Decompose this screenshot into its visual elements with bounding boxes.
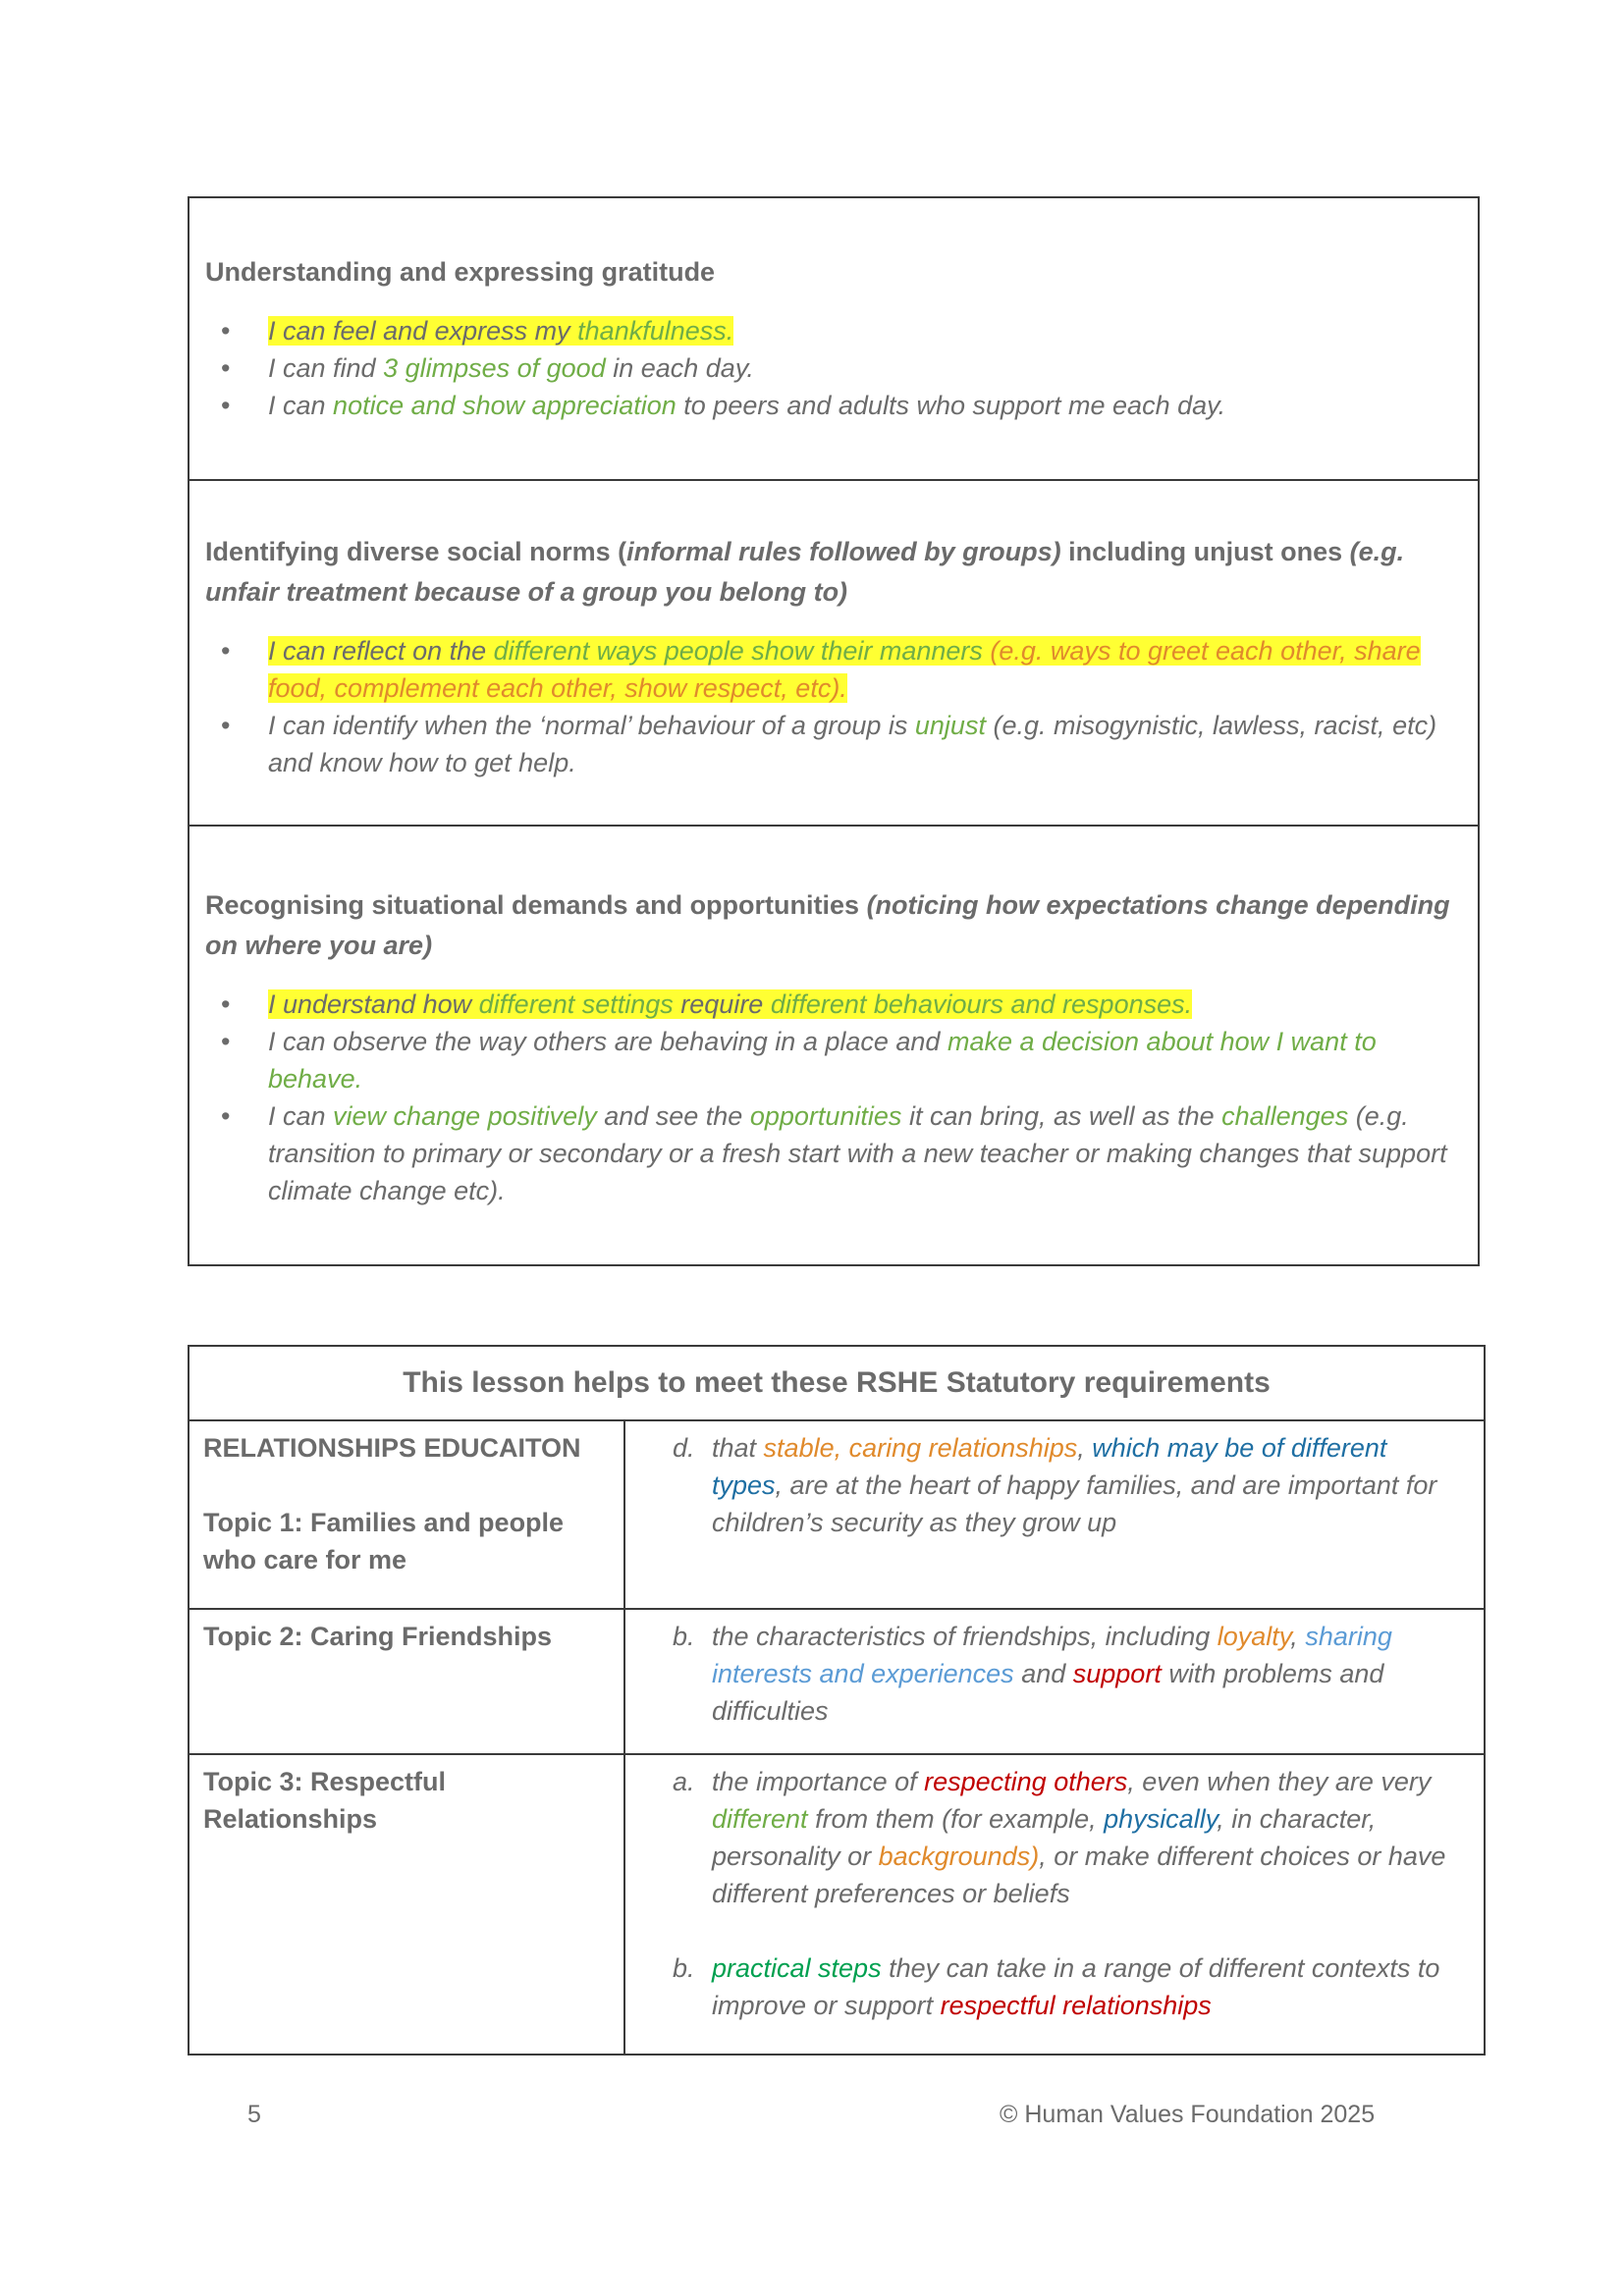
bullet-list [205, 312, 1462, 424]
topic-cell: Topic 2: Caring Friendships [189, 1609, 624, 1754]
table-title: This lesson helps to meet these RSHE Statutory requirements [189, 1346, 1485, 1420]
list-item: • I can view change positively and see the opportunities it can bring, as well as the challenges (e.g. transition to primary or secondary or a fresh start with a new teacher or making changes that support climate change etc). [221, 1101, 1447, 1205]
requirement-item: b. practical steps they can take in a range of different contexts to improve or support respectful relationships [673, 1953, 1440, 2020]
bullet-list [205, 986, 1462, 1209]
requirement-cell [624, 1609, 1485, 1754]
section-heading: Understanding and expressing gratitude [205, 257, 716, 287]
list-item: • I can identify when the ‘normal’ behaviour of a group is unjust (e.g. misogynistic, lawless, racist, etc) and know how to get help. [221, 711, 1437, 777]
table-row [189, 1754, 1485, 2055]
section-gratitude [189, 198, 1478, 481]
list-item: • I can notice and show appreciation to peers and adults who support me each day. [221, 391, 1226, 420]
requirement-item: b. the characteristics of friendships, including loyalty, sharing interests and experiences and support with problems and difficulties [673, 1622, 1392, 1726]
requirement-item: a. the importance of respecting others, even when they are very different from them (for example, physically, in character, personality or backgrounds), or make different choices or have different preferences or beliefs [673, 1767, 1446, 1908]
list-item: • I can observe the way others are behaving in a place and make a decision about how I want to behave. [221, 1027, 1377, 1094]
topic-cell: RELATIONSHIPS EDUCAITON Topic 1: Families and people who care for me [189, 1420, 624, 1609]
topic-cell: Topic 3: Respectful Relationships [189, 1754, 624, 2055]
page-number: 5 [247, 2101, 261, 2128]
list-item: • I understand how different settings require different behaviours and responses. [221, 989, 1193, 1019]
copyright-text: © Human Values Foundation 2025 [1000, 2101, 1376, 2128]
section-heading: Recognising situational demands and opportunities (noticing how expectations change depending on where you are) [205, 890, 1450, 960]
requirement-cell [624, 1754, 1485, 2055]
learning-outcomes-box [188, 196, 1480, 1266]
table-row [189, 1420, 1485, 1609]
section-social-norms [189, 481, 1478, 827]
requirement-cell [624, 1420, 1485, 1609]
section-heading: Identifying diverse social norms (informal rules followed by groups) including unjust ones (e.g. unfair treatment because of a group you belong to) [205, 537, 1405, 607]
list-item: • I can feel and express my thankfulness. [221, 316, 734, 346]
requirement-item: d. that stable, caring relationships, which may be of different types, are at the heart of happy families, and are important for children’s security as they grow up [673, 1433, 1437, 1537]
section-situational-demands [189, 827, 1478, 1266]
list-item: • I can reflect on the different ways people show their manners (e.g. ways to greet each other, share food, complement each other, show respect, etc). [221, 636, 1421, 703]
list-item: • I can find 3 glimpses of good in each day. [221, 353, 754, 383]
bullet-list [205, 632, 1462, 781]
rshe-requirements-table [188, 1345, 1486, 2056]
table-row [189, 1609, 1485, 1754]
